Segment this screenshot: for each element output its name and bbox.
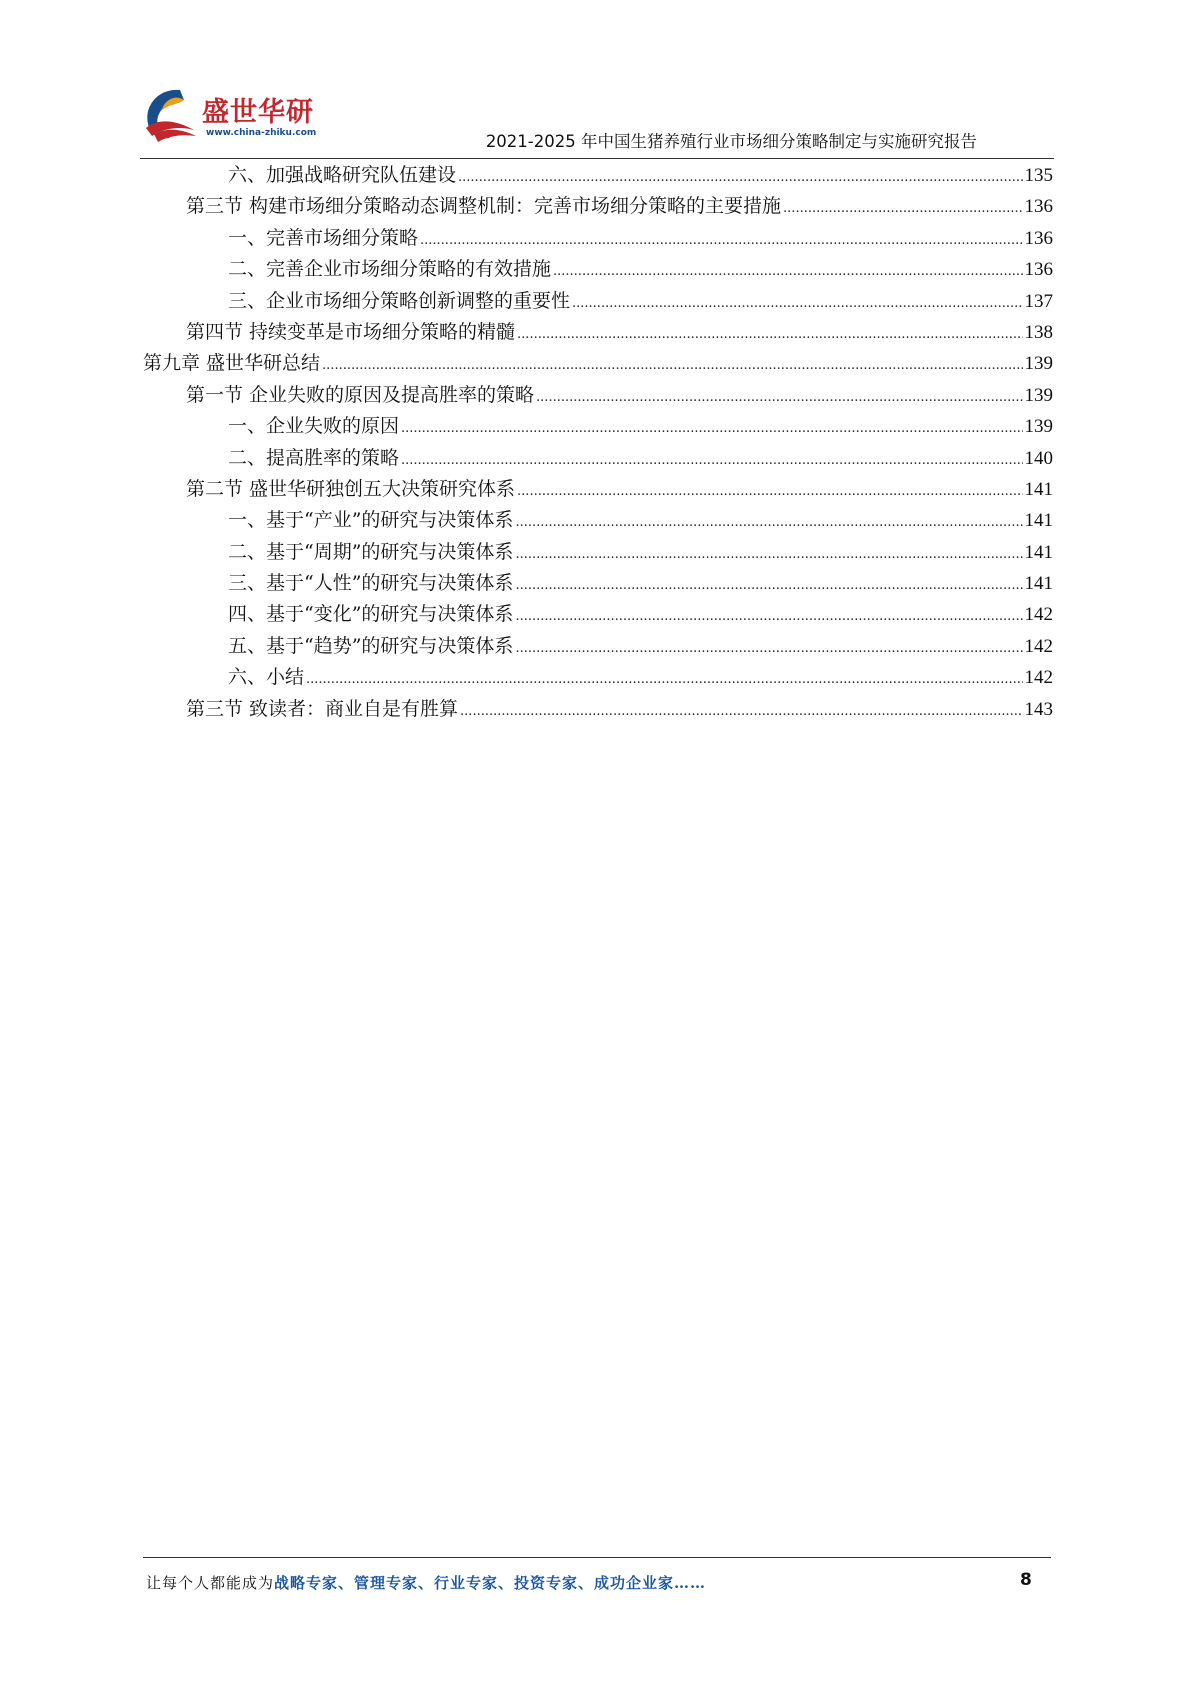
toc-dot-leader	[515, 599, 1022, 632]
toc-entry-page: 141	[1024, 510, 1053, 532]
logo-name: 盛世华研	[202, 97, 314, 128]
toc-entry-label: 六、小结	[228, 666, 305, 689]
toc-entry-page: 142	[1024, 667, 1053, 689]
toc-entry-label: 第三节 致读者：商业自是有胜算	[186, 697, 459, 720]
toc-dot-leader	[517, 474, 1022, 507]
slogan-prefix: 让每个人都能成为	[146, 1574, 275, 1592]
toc-entry-label: 第三节 构建市场细分策略动态调整机制：完善市场细分策略的主要措施	[186, 195, 782, 218]
company-logo	[140, 84, 317, 148]
toc-dot-leader	[553, 254, 1022, 287]
toc-dot-leader	[420, 223, 1022, 256]
toc-entry-label: 三、基于“人性”的研究与决策体系	[228, 572, 514, 595]
footer-divider	[143, 1557, 1051, 1558]
toc-entry-page: 136	[1024, 196, 1053, 218]
toc-entry-page: 143	[1024, 698, 1053, 720]
logo-emblem-icon	[140, 84, 204, 148]
toc-entry[interactable]	[143, 599, 1053, 630]
toc-entry[interactable]	[143, 443, 1053, 474]
toc-entry[interactable]	[143, 537, 1053, 568]
toc-dot-leader	[458, 160, 1022, 193]
toc-entry[interactable]	[143, 662, 1053, 693]
toc-entry-page: 142	[1024, 604, 1053, 626]
toc-dot-leader	[401, 411, 1022, 444]
toc-entry-label: 四、基于“变化”的研究与决策体系	[228, 603, 514, 626]
toc-entry[interactable]	[143, 568, 1053, 599]
toc-dot-leader	[536, 380, 1022, 413]
toc-entry-page: 139	[1024, 353, 1053, 375]
toc-entry-page: 140	[1024, 447, 1053, 469]
toc-entry-page: 141	[1024, 541, 1053, 563]
toc-entry[interactable]	[143, 411, 1053, 442]
toc-dot-leader	[515, 505, 1022, 538]
toc-entry-page: 139	[1024, 416, 1053, 438]
toc-entry[interactable]	[143, 254, 1053, 285]
toc-dot-leader	[515, 568, 1022, 601]
toc-entry-page: 136	[1024, 259, 1053, 281]
toc-entry-page: 136	[1024, 227, 1053, 249]
toc-entry-label: 一、企业失败的原因	[228, 415, 400, 438]
toc-entry-label: 六、加强战略研究队伍建设	[228, 164, 457, 186]
toc-dot-leader	[515, 537, 1022, 570]
toc-dot-leader	[401, 443, 1022, 476]
toc-entry-label: 第二节 盛世华研独创五大决策研究体系	[186, 477, 516, 500]
toc-entry-label: 一、完善市场细分策略	[228, 226, 419, 249]
toc-entry[interactable]	[143, 223, 1053, 254]
toc-entry-page: 141	[1024, 478, 1053, 500]
toc-entry[interactable]	[143, 317, 1053, 348]
toc-entry-page: 137	[1024, 290, 1053, 312]
toc-entry[interactable]	[143, 474, 1053, 505]
footer-slogan	[146, 1572, 706, 1593]
slogan-highlight: 战略专家、管理专家、行业专家、投资专家、成功企业家……	[274, 1574, 707, 1592]
toc-entry-page: 142	[1024, 635, 1053, 657]
toc-entry-label: 一、基于“产业”的研究与决策体系	[228, 509, 514, 532]
toc-entry[interactable]	[143, 160, 1053, 191]
page-number: 8	[1020, 1570, 1032, 1590]
toc-entry-label: 第一节 企业失败的原因及提高胜率的策略	[186, 383, 535, 406]
toc-entry[interactable]	[143, 380, 1053, 411]
toc-dot-leader	[517, 317, 1022, 350]
toc-entry-label: 二、完善企业市场细分策略的有效措施	[228, 258, 552, 281]
toc-entry[interactable]	[143, 286, 1053, 317]
toc-entry[interactable]	[143, 631, 1053, 662]
table-of-contents	[143, 160, 1053, 725]
toc-entry-label: 二、提高胜率的策略	[228, 446, 400, 469]
toc-dot-leader	[572, 286, 1022, 319]
header-divider	[140, 158, 1054, 159]
toc-dot-leader	[306, 662, 1022, 695]
toc-entry-page: 135	[1024, 165, 1053, 186]
toc-entry[interactable]	[143, 348, 1053, 379]
toc-entry-label: 三、企业市场细分策略创新调整的重要性	[228, 289, 571, 312]
toc-entry-page: 138	[1024, 321, 1053, 343]
toc-dot-leader	[460, 694, 1022, 727]
toc-dot-leader	[783, 191, 1022, 224]
report-title: 2021-2025 年中国生猪养殖行业市场细分策略制定与实施研究报告	[485, 132, 977, 151]
toc-entry-label: 五、基于“趋势”的研究与决策体系	[228, 634, 514, 657]
toc-entry-page: 139	[1024, 384, 1053, 406]
logo-url: www.china-zhiku.com	[206, 128, 317, 138]
toc-dot-leader	[322, 348, 1022, 381]
toc-entry[interactable]	[143, 191, 1053, 222]
toc-entry[interactable]	[143, 505, 1053, 536]
toc-entry-page: 141	[1024, 573, 1053, 595]
toc-dot-leader	[515, 631, 1022, 664]
toc-entry[interactable]	[143, 694, 1053, 725]
toc-entry-label: 二、基于“周期”的研究与决策体系	[228, 540, 514, 563]
toc-entry-label: 第九章 盛世华研总结	[143, 352, 321, 375]
toc-entry-label: 第四节 持续变革是市场细分策略的精髓	[186, 320, 516, 343]
